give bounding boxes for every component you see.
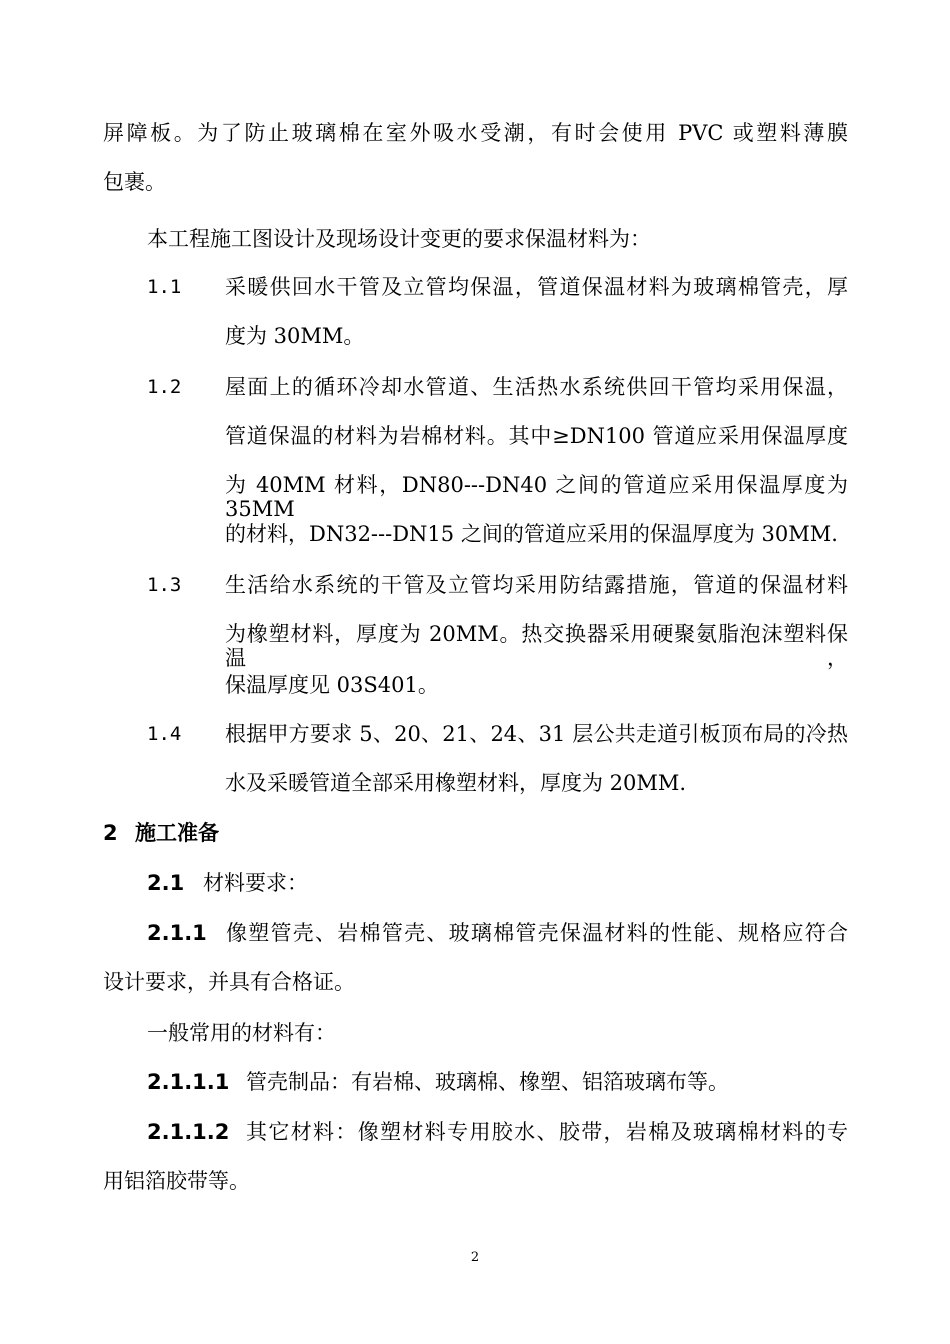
paragraph-line: 设计要求，并具有合格证。 (103, 970, 355, 994)
paragraph-line: 管壳制品：有岩棉、玻璃棉、橡塑、铝箔玻璃布等。 (246, 1070, 729, 1094)
subsection-number: 2.1.1.1 (147, 1070, 230, 1094)
paragraph-line: 包裹。 (103, 170, 166, 194)
item-line: 度为 30MM。 (225, 324, 365, 348)
item-line: 保温厚度见 03S401。 (225, 673, 439, 697)
section-number: 2 (103, 821, 118, 845)
item-number: 1.4 (147, 723, 182, 745)
paragraph-line: 像塑管壳、岩棉管壳、玻璃棉管壳保温材料的性能、规格应符合 (226, 921, 848, 945)
item-line: 为橡塑材料，厚度为 20MM。热交换器采用硬聚氨脂泡沫塑料保温， (225, 622, 848, 670)
subsection-number: 2.1 (147, 871, 185, 895)
item-line: 屋面上的循环冷却水管道、生活热水系统供回干管均采用保温， (225, 375, 848, 399)
item-line: 生活给水系统的干管及立管均采用防结露措施，管道的保温材料 (225, 573, 848, 597)
section-title: 施工准备 (135, 821, 219, 845)
page-number: 2 (470, 1250, 480, 1265)
paragraph-line: 本工程施工图设计及现场设计变更的要求保温材料为： (147, 227, 651, 251)
paragraph-line: 屏障板。为了防止玻璃棉在室外吸水受潮，有时会使用 PVC 或塑料薄膜 (103, 121, 848, 145)
item-line: 根据甲方要求 5、20、21、24、31 层公共走道引板顶布局的冷热 (225, 722, 848, 746)
paragraph-line: 其它材料：像塑材料专用胶水、胶带，岩棉及玻璃棉材料的专 (246, 1120, 848, 1144)
paragraph-line: 用铝箔胶带等。 (103, 1169, 250, 1193)
item-line: 管道保温的材料为岩棉材料。其中≥DN100 管道应采用保温厚度 (225, 424, 848, 448)
item-line: 水及采暖管道全部采用橡塑材料，厚度为 20MM. (225, 771, 687, 795)
item-line: 采暖供回水干管及立管均保温，管道保温材料为玻璃棉管壳，厚 (225, 275, 848, 299)
subsection-title: 材料要求： (203, 871, 308, 895)
item-number: 1.2 (147, 376, 182, 398)
subsection-number: 2.1.1 (147, 921, 207, 945)
item-number: 1.1 (147, 276, 182, 298)
paragraph-line: 一般常用的材料有： (147, 1021, 336, 1045)
item-number: 1.3 (147, 574, 182, 596)
item-line: 的材料，DN32---DN15 之间的管道应采用的保温厚度为 30MM. (225, 522, 838, 546)
subsection-number: 2.1.1.2 (147, 1120, 230, 1144)
item-line: 为 40MM 材料，DN80---DN40 之间的管道应采用保温厚度为 35MM (225, 473, 848, 521)
